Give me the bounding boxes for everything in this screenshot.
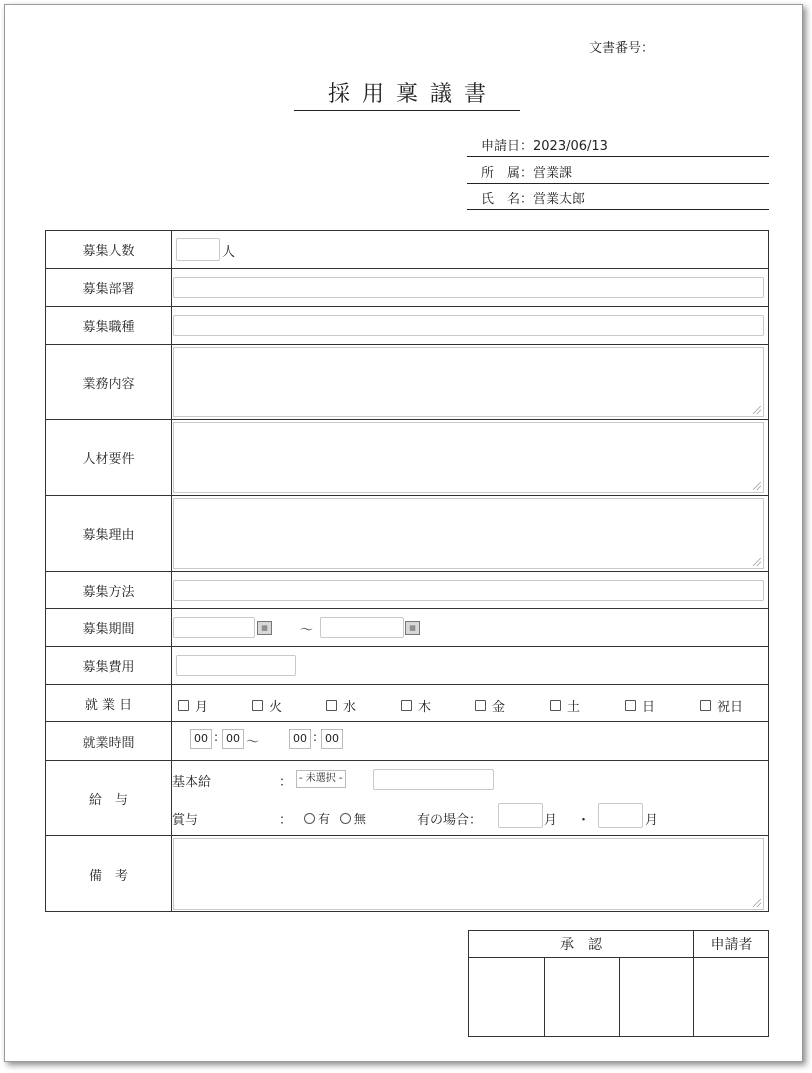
method-input[interactable] [173,580,764,601]
base-salary-label: 基本給 [172,775,212,790]
page-title: 採用稟議書 [294,77,520,111]
row-headcount [46,231,768,269]
bonus-month-2-input[interactable] [598,803,643,828]
bonus-month-1-input[interactable] [498,803,543,828]
row-department [46,269,768,307]
hours-label: 就業時間 [46,722,172,760]
workday-label: 日 [642,700,656,715]
approval-stamp-box [468,930,769,1037]
duties-label: 業務内容 [46,345,172,419]
application-date: 申請日：2023/06/13 [481,139,608,154]
base-salary-type-select[interactable]: - 未選択 - [296,770,346,788]
method-label: 募集方法 [46,572,172,608]
cost-label: 募集費用 [46,647,172,684]
bonus-yes-radio[interactable] [304,810,330,827]
row-duties [46,345,768,420]
checkbox-icon [475,700,486,711]
approval-header: 承 認 [469,931,693,958]
job-type-label: 募集職種 [46,307,172,344]
row-workdays [46,685,768,722]
document-page [4,4,803,1062]
headcount-unit: 人 [222,245,236,260]
workday-label: 木 [418,700,432,715]
checkbox-icon [326,700,337,711]
workday-checkbox[interactable] [252,696,282,715]
application-form [45,230,769,912]
period-separator: ～ [300,623,314,638]
duties-textarea[interactable] [173,347,764,417]
applicant-name: 氏 名：営業太郎 [481,192,586,207]
bonus-no-label: 無 [353,812,366,826]
resize-grip-icon[interactable] [753,899,761,907]
resize-grip-icon[interactable] [753,482,761,490]
time-colon: : [214,730,219,744]
bonus-case-label: 有の場合： [417,813,483,828]
workday-checkbox[interactable] [700,696,743,715]
row-job-type [46,307,768,345]
bonus-dot: ・ [577,813,591,828]
checkbox-icon [178,700,189,711]
remarks-label: 備 考 [46,836,172,912]
cost-input[interactable] [176,655,296,676]
checkbox-icon [625,700,636,711]
department-line [467,163,769,184]
workday-label: 水 [343,700,357,715]
workday-checkbox[interactable] [625,696,655,715]
headcount-input[interactable] [176,238,220,261]
checkbox-icon [550,700,561,711]
base-salary-input[interactable] [373,769,494,790]
resize-grip-icon[interactable] [753,406,761,414]
department-label: 募集部署 [46,269,172,306]
workday-checkbox[interactable] [401,696,431,715]
period-end-input[interactable] [320,617,404,638]
stamp-divider [693,931,694,1036]
bonus-label: 賞与 [172,813,199,828]
remarks-textarea[interactable] [173,838,764,910]
row-cost [46,647,768,685]
bonus-no-radio[interactable] [340,810,366,827]
salary-label: 給 与 [46,761,172,835]
job-type-input[interactable] [173,315,764,336]
workday-checkbox[interactable] [475,696,505,715]
period-label: 募集期間 [46,609,172,646]
row-period [46,609,768,647]
doc-number-label: 文書番号： [589,41,655,56]
start-minute-input[interactable]: 00 [222,729,244,749]
workday-checkbox[interactable] [178,696,208,715]
calendar-icon[interactable]: ▦ [405,621,420,635]
row-remarks [46,836,768,912]
name-line [467,189,769,210]
bonus-radio-group [304,810,372,827]
reason-textarea[interactable] [173,498,764,569]
bonus-month-2-unit: 月 [645,813,659,828]
application-date-line [467,136,769,157]
workday-label: 祝日 [717,700,744,715]
checkbox-icon [700,700,711,711]
workday-label: 月 [195,700,209,715]
radio-icon [304,813,315,824]
applicant-header: 申請者 [694,931,769,958]
end-minute-input[interactable]: 00 [321,729,343,749]
applicant-department: 所 属：営業課 [481,166,573,181]
checkbox-icon [401,700,412,711]
radio-icon [340,813,351,824]
workday-label: 土 [567,700,581,715]
requirements-textarea[interactable] [173,422,764,493]
row-reason [46,496,768,572]
bonus-colon: ： [279,813,293,828]
resize-grip-icon[interactable] [753,558,761,566]
calendar-icon[interactable]: ▦ [257,621,272,635]
department-input[interactable] [173,277,764,298]
period-start-input[interactable] [173,617,255,638]
row-hours [46,722,768,761]
checkbox-icon [252,700,263,711]
requirements-label: 人材要件 [46,420,172,495]
end-hour-input[interactable]: 00 [289,729,311,749]
time-colon: : [313,730,318,744]
workday-label: 火 [269,700,283,715]
headcount-label: 募集人数 [46,231,172,268]
reason-label: 募集理由 [46,496,172,571]
row-requirements [46,420,768,496]
stamp-divider [619,958,620,1036]
hours-separator: ～ [246,735,260,750]
stamp-divider [544,958,545,1036]
row-method [46,572,768,609]
start-hour-input[interactable]: 00 [190,729,212,749]
bonus-month-1-unit: 月 [544,813,558,828]
workday-checkbox[interactable] [550,696,580,715]
row-salary [46,761,768,836]
workdays-label: 就 業 日 [46,685,172,721]
base-salary-colon: ： [279,775,293,790]
workday-label: 金 [492,700,506,715]
bonus-yes-label: 有 [318,812,331,826]
workday-checkbox[interactable] [326,696,356,715]
